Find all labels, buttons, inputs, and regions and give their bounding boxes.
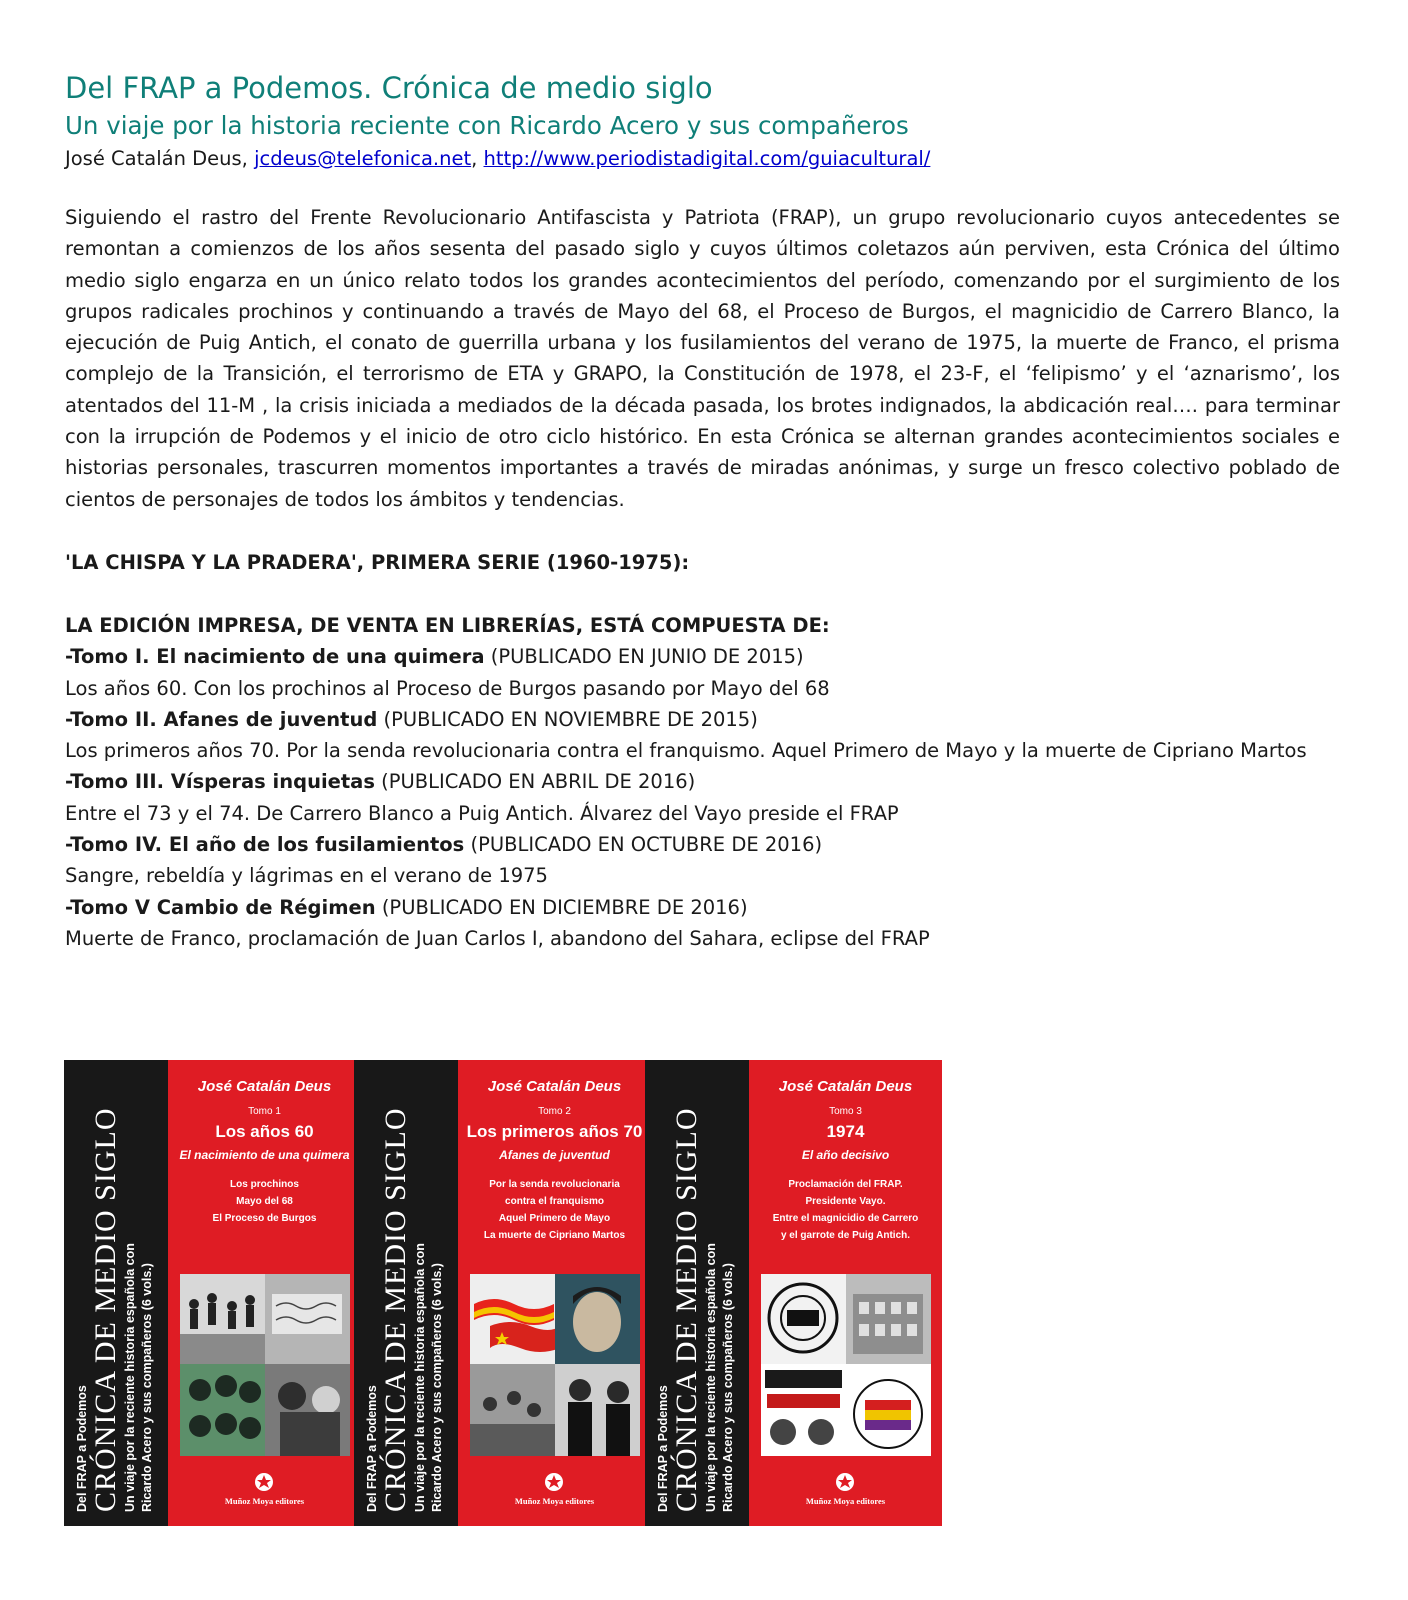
volume-3-status: (PUBLICADO EN ABRIL DE 2016): [374, 770, 696, 794]
volume-4-status: (PUBLICADO EN OCTUBRE DE 2016): [464, 833, 823, 857]
series-heading: 'LA CHISPA Y LA PRADERA', PRIMERA SERIE (1960-1975):: [65, 550, 690, 574]
cover-3-spine-small: Del FRAP a Podemos: [656, 1385, 670, 1512]
cover-2-spine-small: Del FRAP a Podemos: [365, 1385, 379, 1512]
book-cover-3: [645, 1060, 942, 1526]
volume-3-desc: Entre el 73 y el 74. De Carrero Blanco a Puig Antich. Álvarez del Vayo preside el FRAP: [65, 801, 899, 825]
cover-3-desc-line: Presidente Vayo.: [805, 1196, 886, 1207]
cover-2-front: [458, 1060, 651, 1526]
cover-3-publisher: Muñoz Moya editores: [805, 1496, 886, 1506]
volume-2-status: (PUBLICADO EN NOVIEMBRE DE 2015): [377, 707, 758, 731]
cover-3-desc-line: y el garrote de Puig Antich.: [780, 1230, 911, 1241]
cover-2-tomo: Tomo 2: [538, 1106, 571, 1117]
cover-1-publisher: Muñoz Moya editores: [224, 1496, 305, 1506]
volume-5-title: -Tomo V Cambio de Régimen: [65, 895, 376, 919]
cover-3-photo-collage: [761, 1274, 931, 1456]
cover-3-spine-title: CRÓNICA DE MEDIO SIGLO: [670, 1107, 703, 1512]
cover-2-spine-title: CRÓNICA DE MEDIO SIGLO: [379, 1107, 412, 1512]
cover-1-desc-line: El Proceso de Burgos: [212, 1213, 317, 1224]
cover-2-publisher: Muñoz Moya editores: [514, 1496, 595, 1506]
cover-2-desc-line: contra el franquismo: [505, 1196, 604, 1207]
page-title: Del FRAP a Podemos. Crónica de medio siglo: [65, 71, 713, 105]
cover-1-desc-line: Los prochinos: [230, 1179, 299, 1190]
volume-1-status: (PUBLICADO EN JUNIO DE 2015): [484, 645, 804, 669]
cover-1-spine: [64, 1060, 168, 1526]
cover-1-desc: [178, 1176, 351, 1227]
edition-heading: LA EDICIÓN IMPRESA, DE VENTA EN LIBRERÍAS, ESTÁ COMPUESTA DE:: [65, 613, 830, 637]
cover-2-desc-line: La muerte de Cipriano Martos: [483, 1230, 626, 1241]
volume-2-desc: Los primeros años 70. Por la senda revolucionaria contra el franquismo. Aquel Primero de Mayo y la muerte de Cipriano Martos: [65, 739, 1307, 763]
volume-3-line: [65, 766, 1340, 797]
author-name: José Catalán Deus,: [65, 147, 255, 170]
page-subtitle: Un viaje por la historia reciente con Ricardo Acero y sus compañeros: [65, 111, 909, 140]
document-page: [65, 68, 1340, 954]
cover-3-author: José Catalán Deus: [778, 1078, 913, 1095]
book-cover-2: [354, 1060, 651, 1526]
cover-1-spine-title: CRÓNICA DE MEDIO SIGLO: [89, 1107, 122, 1512]
cover-3-front: [749, 1060, 942, 1526]
volume-4-title: -Tomo IV. El año de los fusilamientos: [65, 833, 465, 857]
cover-1-author: José Catalán Deus: [197, 1078, 332, 1095]
cover-1-front: [168, 1060, 361, 1526]
cover-1-subtitle: El nacimiento de una quimera: [179, 1148, 350, 1162]
cover-3-desc: [759, 1176, 932, 1244]
cover-2-photo-collage: [470, 1274, 640, 1456]
cover-1-desc-line: Mayo del 68: [236, 1196, 293, 1207]
edition-section: [65, 610, 1340, 954]
cover-2-title: Los primeros años 70: [466, 1122, 643, 1141]
cover-1-tomo: Tomo 1: [248, 1106, 281, 1117]
cover-1-spine-small: Del FRAP a Podemos: [75, 1385, 89, 1512]
publisher-logo-icon: [835, 1472, 855, 1492]
cover-2-spine-sub1: Un viaje por la reciente historia española con: [413, 1243, 427, 1512]
cover-3-subtitle: El año decisivo: [801, 1148, 890, 1162]
intro-paragraph: Siguiendo el rastro del Frente Revolucionario Antifascista y Patriota (FRAP), un grupo revolucionario cuyos antecedentes se remontan a comienzos de los años sesenta del pasado siglo y cuyos últimos coletazos aún perviven, esta Crónica del último medio siglo engarza en un único relato todos los grandes acontecimientos del período, comenzando por el surgimiento de los grupos radicales prochinos y continuando a través de Mayo del 68, el Proceso de Burgos, el magnicidio de Carrero Blanco, la ejecución de Puig Antich, el conato de guerrilla urbana y los fusilamientos del verano de 1975, la muerte de Franco, el prisma complejo de la Transición, el terrorismo de ETA y GRAPO, la Constitución de 1978, el 23-F, el ‘felipismo’ y el ‘aznarismo’, los atentados del 11-M , la crisis iniciada a mediados de la década pasada, los brotes indignados, la abdicación real…. para terminar con la irrupción de Podemos y el inicio de otro ciclo histórico. En esta Crónica se alternan grandes acontecimientos sociales e historias personales, trascurren momentos importantes a través de miradas anónimas, y surge un fresco colectivo poblado de cientos de personajes de todos los ámbitos y tendencias.: [65, 206, 1340, 511]
cover-3-title: 1974: [826, 1122, 865, 1141]
volume-2-line: [65, 704, 1340, 735]
volume-5-status: (PUBLICADO EN DICIEMBRE DE 2016): [375, 895, 748, 919]
volume-4-line: [65, 829, 1340, 860]
cover-3-spine-sub2: Ricardo Acero y sus compañeros (6 vols.): [721, 1263, 735, 1512]
publisher-logo-icon: [544, 1472, 564, 1492]
book-cover-1: [64, 1060, 361, 1526]
cover-1-photo-collage: [180, 1274, 350, 1456]
cover-2-subtitle: Afanes de juventud: [499, 1148, 610, 1162]
cover-2-spine: [354, 1060, 458, 1526]
publisher-logo-icon: [254, 1472, 274, 1492]
volume-5-line: [65, 892, 1340, 923]
cover-1-spine-sub2: Ricardo Acero y sus compañeros (6 vols.): [140, 1263, 154, 1512]
author-separator: ,: [471, 147, 484, 170]
email-link[interactable]: jcdeus@telefonica.net: [254, 147, 472, 170]
cover-1-title: Los años 60: [215, 1122, 314, 1141]
cover-1-spine-sub1: Un viaje por la reciente historia española con: [123, 1243, 137, 1512]
cover-2-desc-line: Por la senda revolucionaria: [489, 1179, 620, 1190]
volume-3-title: -Tomo III. Vísperas inquietas: [65, 770, 375, 794]
volume-1-line: [65, 641, 1340, 672]
cover-2-desc: [468, 1176, 641, 1244]
volume-1-title: -Tomo I. El nacimiento de una quimera: [65, 645, 485, 669]
cover-2-desc-line: Aquel Primero de Mayo: [498, 1213, 611, 1224]
volume-1-desc: Los años 60. Con los prochinos al Proceso de Burgos pasando por Mayo del 68: [65, 676, 830, 700]
author-line: [65, 144, 1340, 174]
cover-3-desc-line: Proclamación del FRAP.: [788, 1179, 903, 1190]
website-link[interactable]: http://www.periodistadigital.com/guiacultural/: [483, 147, 931, 170]
volume-5-desc: Muerte de Franco, proclamación de Juan Carlos I, abandono del Sahara, eclipse del FRAP: [65, 926, 930, 950]
book-covers-image: [64, 1060, 962, 1526]
cover-3-desc-line: Entre el magnicidio de Carrero: [772, 1213, 919, 1224]
cover-3-spine: [645, 1060, 749, 1526]
cover-3-spine-sub1: Un viaje por la reciente historia española con: [704, 1243, 718, 1512]
cover-2-author: José Catalán Deus: [487, 1078, 622, 1095]
cover-3-tomo: Tomo 3: [829, 1106, 862, 1117]
cover-2-spine-sub2: Ricardo Acero y sus compañeros (6 vols.): [430, 1263, 444, 1512]
volume-2-title: -Tomo II. Afanes de juventud: [65, 707, 378, 731]
volume-4-desc: Sangre, rebeldía y lágrimas en el verano de 1975: [65, 864, 548, 888]
